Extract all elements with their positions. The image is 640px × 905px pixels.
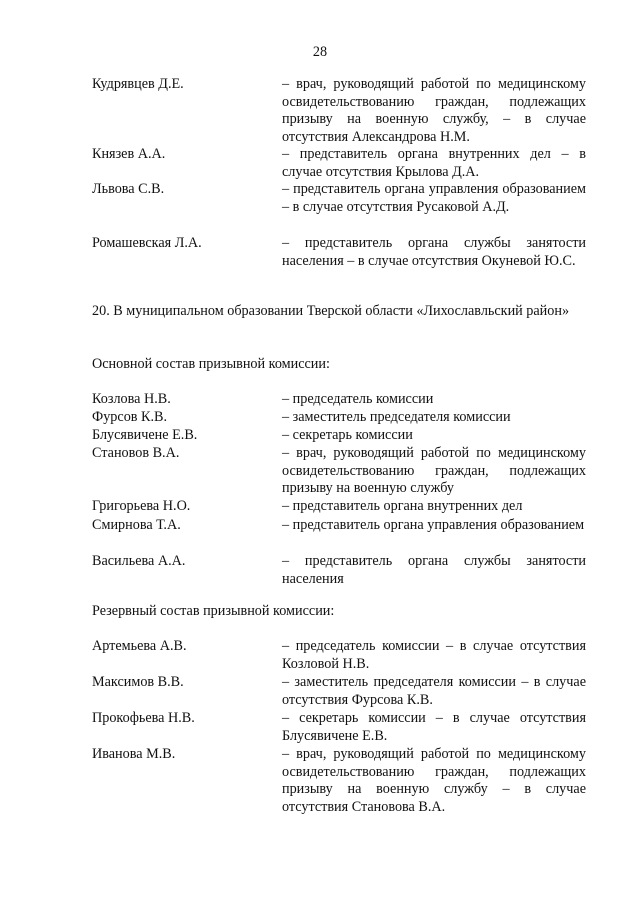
member-role: – представитель органа управления образованием – в случае отсутствия Русаковой А.Д. (282, 181, 586, 215)
reserve-composition-heading: Резервный состав призывной комиссии: (92, 603, 335, 619)
member-name: Козлова Н.В. (92, 391, 171, 407)
member-role: – представитель органа внутренних дел – в случае отсутствия Крылова Д.А. (282, 146, 586, 180)
member-role: – врач, руководящий работой по медицинскому освидетельствованию граждан, подлежащих призыву на военную службу, – в случае отсутствия Александрова Н.М. (282, 76, 586, 145)
member-name: Фурсов К.В. (92, 409, 168, 425)
member-name: Иванова М.В. (92, 746, 176, 762)
page-number: 28 (312, 44, 328, 60)
member-role: – председатель комиссии (282, 391, 434, 407)
member-name: Смирнова Т.А. (92, 517, 181, 533)
member-name: Артемьева А.В. (92, 638, 187, 654)
member-name: Князев А.А. (92, 146, 166, 162)
member-name: Васильева А.А. (92, 553, 186, 569)
member-name: Прокофьева Н.В. (92, 710, 195, 726)
member-role: – представитель органа службы занятости населения – в случае отсутствия Окуневой Ю.С. (282, 235, 586, 269)
member-name: Григорьева Н.О. (92, 498, 191, 514)
member-role: – представитель органа управления образованием (282, 517, 585, 533)
member-role: – секретарь комиссии – в случае отсутствия Блусявичене Е.В. (282, 710, 586, 744)
section-title: 20. В муниципальном образовании Тверской области «Лихославльский район» (92, 303, 570, 319)
member-role: – секретарь комиссии (282, 427, 413, 443)
member-role: – заместитель председателя комиссии – в случае отсутствия Фурсова К.В. (282, 674, 586, 708)
member-role: – заместитель председателя комиссии (282, 409, 511, 425)
member-name: Блусявичене Е.В. (92, 427, 198, 443)
member-name: Становов В.А. (92, 445, 180, 461)
main-composition-heading: Основной состав призывной комиссии: (92, 356, 330, 372)
member-name: Ромашевская Л.А. (92, 235, 202, 251)
member-name: Кудрявцев Д.Е. (92, 76, 184, 92)
member-role: – представитель органа внутренних дел (282, 498, 523, 514)
member-role: – представитель органа службы занятости населения (282, 553, 586, 587)
member-role: – председатель комиссии – в случае отсутствия Козловой Н.В. (282, 638, 586, 672)
member-name: Максимов В.В. (92, 674, 184, 690)
member-role: – врач, руководящий работой по медицинскому освидетельствованию граждан, подлежащих призыву на военную службу (282, 445, 586, 497)
member-name: Львова С.В. (92, 181, 165, 197)
member-role: – врач, руководящий работой по медицинскому освидетельствованию граждан, подлежащих призыву на военную службу – в случае отсутствия Становова В.А. (282, 746, 586, 815)
